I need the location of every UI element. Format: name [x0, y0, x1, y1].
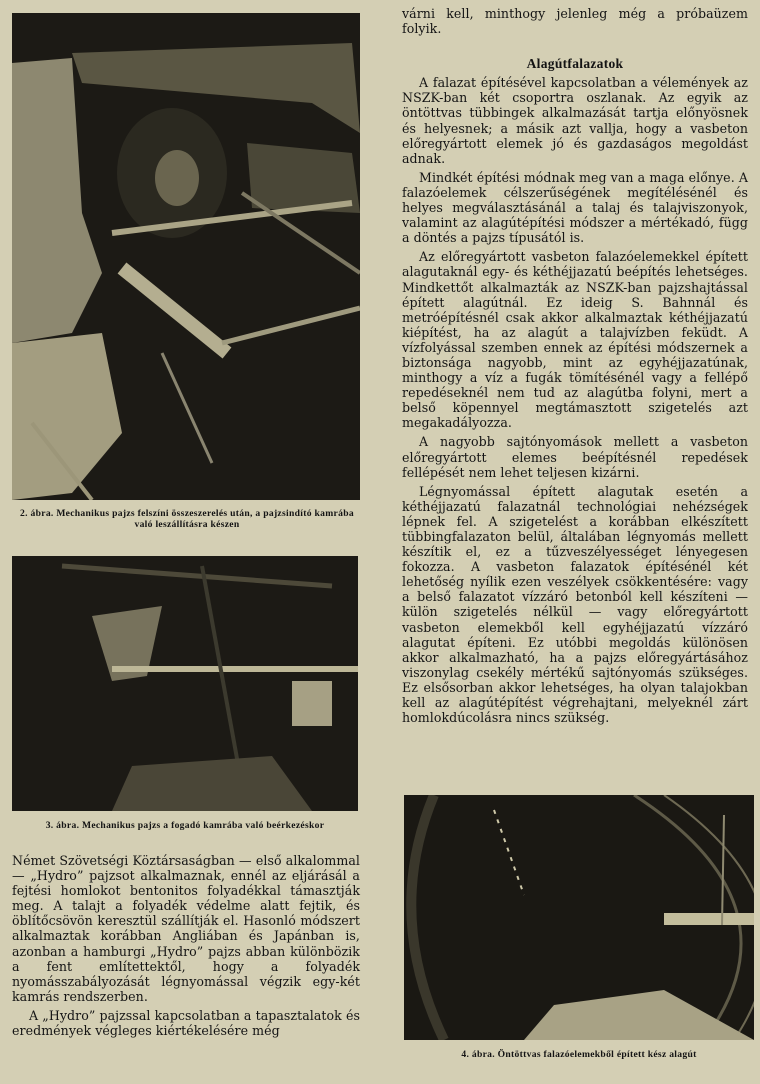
- figure-3-caption: 3. ábra. Mechanikus pajzs a fogadó kamrába való beérkezéskor: [45, 820, 325, 831]
- left-column-text: [12, 853, 360, 1042]
- paragraph: A „Hydro” pajzssal kapcsolatban a tapasztalatok és eredmények végleges kiértékelésére még: [12, 1007, 360, 1039]
- paragraph: Légnyomással épített alagutak esetén a kéthéjjazatú falazatnál technológiai nehézségek lépnek fel. A szigetelést a korábban elkészített tübbingfalazaton belül, általában légnyomás mellett készítik el, ez a tűzveszélyességet lényegesen fokozza. A vasbeton falazatok építésénél két lehetőség nyílik ezen veszélyek csökkentésére: vagy a belső falazatot vízzáró betonból kell készíteni — külön szigetelés nélkül — vagy előregyártott vasbeton elemekből kell egyhéjjazatú vízzáró alagutat építeni. Ez utóbbi megoldás különösen akkor alkalmazható, ha a pajzs előregyártásához viszonylag csekély mértékű sajtónyomás szükséges. Ez elsősorban akkor lehetséges, ha olyan talajokban kell az alagútépítést végrehajtani, melyeknél zárt homlokdúcolásra nincs szükség.: [402, 483, 748, 726]
- section-heading: Alagútfalazatok: [526, 56, 624, 72]
- paragraph: Mindkét építési módnak meg van a maga előnye. A falazóelemek célszerűségének megítélésénél és helyes megválasztásánál a talaj és talajviszonyok, valamint az alagútépítési módszer a mértékadó, függ a döntés a pajzs típusától is.: [402, 169, 748, 246]
- right-column-text: [402, 6, 748, 729]
- figure-4-caption: 4. ábra. Öntöttvas falazóelemekből épített kész alagút: [461, 1049, 697, 1060]
- figure-3-photo: [12, 556, 358, 811]
- paragraph: várni kell, minthogy jelenleg még a próbaüzem folyik.: [402, 6, 748, 37]
- paragraph: A falazat építésével kapcsolatban a vélemények az NSZK-ban két csoportra oszlanak. Az egyik az öntöttvas tübbingek alkalmazását tartja előnyösnek és helyesnek; a másik azt vallja, hogy a vasbeton előregyártott elemek jó és gazdaságos megoldást adnak.: [402, 75, 748, 166]
- figure-2-caption: 2. ábra. Mechanikus pajzs felszíni összeszerelés után, a pajzsindító kamrába való leszállításra készen: [20, 508, 354, 530]
- figure-2-photo: [12, 13, 360, 500]
- paragraph: Az előregyártott vasbeton falazóelemekkel épített alagutaknál egy- és kéthéjjazatú beépítés lehetséges. Mindkettőt alkalmazták az NSZK-ban pajzshajtással épített alagútnál. Ez ideig S. Bahnnál és metróépítésnél csak akkor alkalmaztak kéthéjjazatú kiépítést, ha az alagút a talajvízben feküdt. A vízfolyással szemben ennek az építési módszernek a biztonsága nagyobb, mint az egyhéjjazatúnak, minthogy a víz a fugák tömítésénél vagy a fellépő repedéseknél nem tud az alagútba folyni, mert a belső köpennyel megtámasztott szigetelés azt megakadályozza.: [402, 249, 748, 431]
- figure-4-photo: [404, 795, 754, 1040]
- paragraph: Német Szövetségi Köztársaságban — első alkalommal — „Hydro” pajzsot alkalmaznak, ennél az eljárásál a fejtési homlokot bentonitos folyadékkal támasztják meg. A talajt a folyadék védelme alatt fejtik, és öblítőcsövön keresztül szállítják el. Hasonló módszert alkalmaztak korábban Angliában és Japánban is, azonban a hamburgi „Hydro” pajzs abban különbözik a fent említettektől, hogy a folyadék nyomásszabályozását légnyomással végzik egy-két kamrás rendszerben.: [12, 853, 360, 1004]
- paragraph: A nagyobb sajtónyomások mellett a vasbeton előregyártott elemes beépítésnél repedések fellépését nem lehet teljesen kizárni.: [402, 434, 748, 480]
